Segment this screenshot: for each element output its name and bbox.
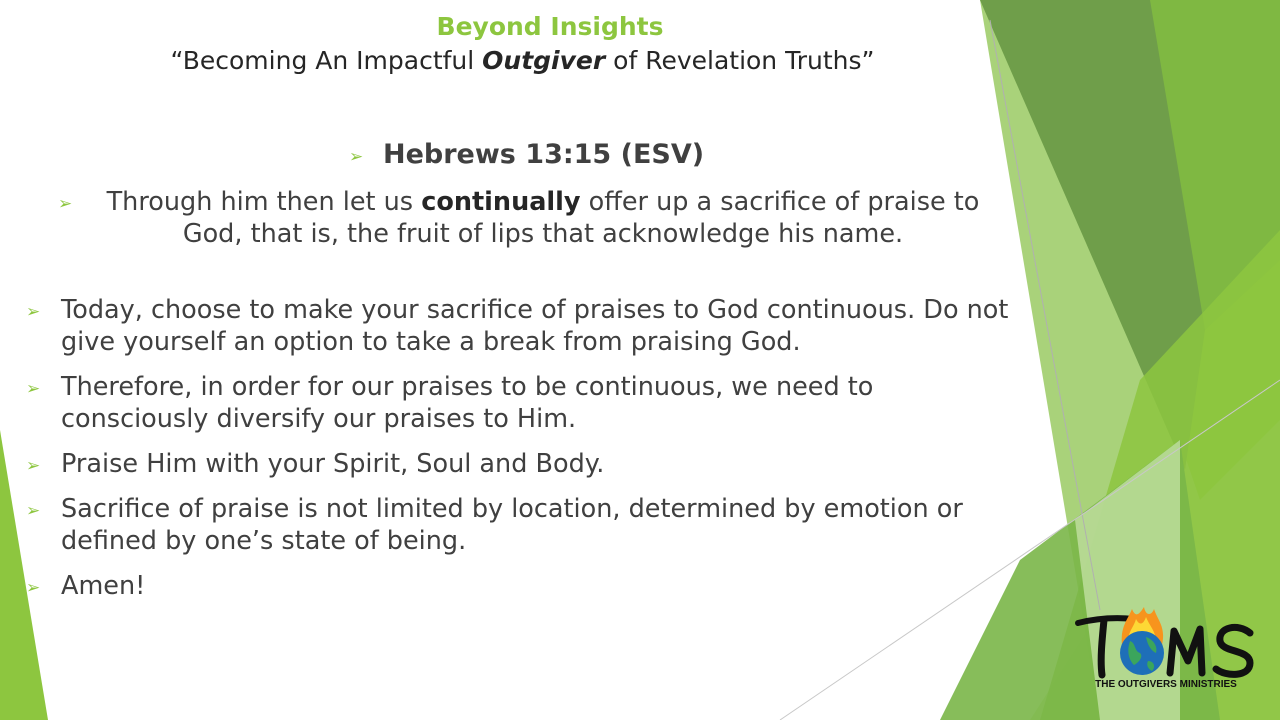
arrow-bullet-icon: ➢ [26, 456, 41, 476]
scripture-reference: Hebrews 13:15 (ESV) [383, 139, 705, 170]
arrow-bullet-icon: ➢ [26, 501, 41, 521]
slide-subtitle: “Becoming An Impactful Outgiver of Revelation Truths” [170, 46, 875, 75]
point-2: Therefore, in order for our praises to be continuous, we need to consciously diversify our praises to Him. [61, 372, 874, 434]
arrow-bullet-icon: ➢ [26, 379, 41, 399]
arrow-bullet-icon: ➢ [58, 194, 73, 214]
arrow-bullet-icon: ➢ [26, 578, 41, 598]
point-3: Praise Him with your Spirit, Soul and Body. [61, 449, 605, 479]
scripture-verse: Through him then let us continually offer up a sacrifice of praise to God, that is, the fruit of lips that acknowledge his name. [106, 187, 980, 249]
point-1: Today, choose to make your sacrifice of praises to God continuous. Do not give yourself an option to take a break from praising God. [61, 295, 1009, 357]
arrow-bullet-icon: ➢ [349, 147, 364, 167]
logo-tagline: THE OUTGIVERS MINISTRIES [1095, 679, 1237, 690]
slide-title: Beyond Insights [436, 12, 664, 41]
point-4: Sacrifice of praise is not limited by location, determined by emotion or defined by one’s state of being. [61, 494, 963, 556]
verse-bold-word: continually [421, 187, 581, 217]
left-green-sliver [0, 430, 48, 720]
point-5: Amen! [61, 571, 146, 601]
arrow-bullet-icon: ➢ [26, 302, 41, 322]
subtitle-emphasis: Outgiver [482, 46, 606, 75]
